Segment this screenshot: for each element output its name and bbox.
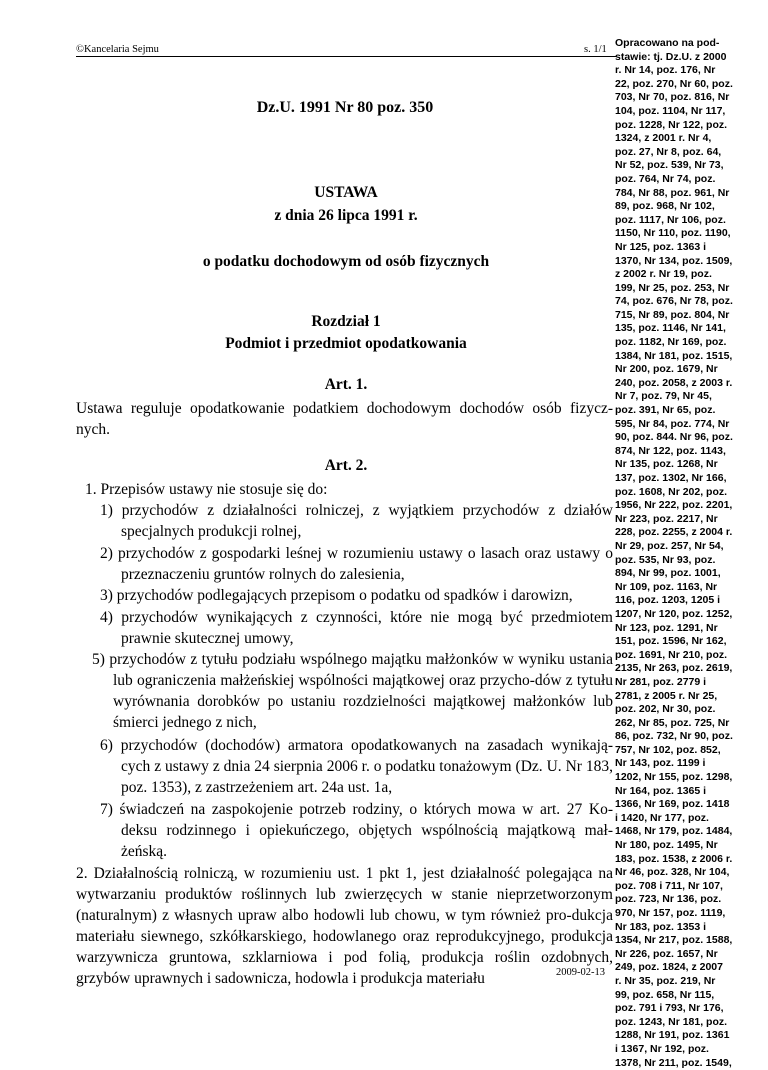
list-item: 5) przychodów z tytułu podziału wspólnego majątku małżonków w wyniku ustania lub ograniczenia małżeńskiej wspólności majątkowej oraz przycho-dów z tytułu wyrównania dorobków po ustaniu rozdzielności majątkowej małżonków lub śmierci jednego z nich, [92,651,613,731]
article-2-heading: Art. 2. [324,457,368,474]
chapter-title: Podmiot i przedmiot opodatkowania [225,335,467,352]
page-number: s. 1/1 [584,44,607,55]
article-1-text: Ustawa reguluje opodatkowanie podatkiem dochodowym dochodów osób fizycz-nych. [76,400,613,438]
act-type: USTAWA [314,184,378,201]
article-2-paragraph-2: 2. Działalnością rolniczą, w rozumieniu ust. 1 pkt 1, jest działalność polegająca na wytwarzaniu produktów roślinnych lub zwierzęcych w stanie nieprzetworzonym (naturalnym) z własnych upraw albo hodowli lub chowu, w tym również pro-dukcja materiału siewnego, szkółkarskiego, hodowlanego oraz reprodukcyjnego, produkcja warzywnicza gruntowa, szklarniowa i pod folią, produkcja roślin ozdobnych, grzybów uprawnych i sadownicza, hodowla i produkcja materiału [76,865,613,987]
list-item: 7) świadczeń na zaspokojenie potrzeb rodziny, o których mowa w art. 27 Ko-deksu rodzinnego i opiekuńczego, objętych wspólnością majątkową mał-żeńską. [100,801,613,860]
article-1-heading: Art. 1. [324,376,368,393]
list-item: 6) przychodów (dochodów) armatora opodatkowanych na zasadach wynikają-cych z ustawy z dnia 24 sierpnia 2006 r. o podatku tonażowym (Dz. U. Nr 183, poz. 1353), z zastrzeżeniem art. 24a ust. 1a, [100,737,613,796]
list-item: 4) przychodów wynikających z czynności, które nie mogą być przedmiotem prawnie skutecznej umowy, [100,609,613,647]
list-item: 2) przychodów z gospodarki leśnej w rozumieniu ustawy o lasach oraz ustawy o przeznaczeniu gruntów rolnych do zalesienia, [100,545,613,583]
footer-date: 2009-02-13 [556,967,605,978]
document-reference: Dz.U. 1991 Nr 80 poz. 350 [256,99,434,116]
chapter-number: Rozdział 1 [311,313,381,330]
article-2-paragraph-1: 1. Przepisów ustawy nie stosuje się do: [85,481,328,498]
list-item: 3) przychodów podlegających przepisom o podatku od spadków i darowizn, [100,587,573,604]
source-note: Opracowano na pod- stawie: tj. Dz.U. z 2000 r. Nr 14, poz. 176, Nr 22, poz. 270, Nr 60, poz. 703, Nr 70, poz. 816, Nr 104, poz. 1104, Nr 117, poz. 1228, Nr 122, poz. 1324, z 2001 r. Nr 4, poz. 27, Nr 8, poz. 64, Nr 52, poz. 539, Nr 73, poz. 764, Nr 74, poz. 784, Nr 88, poz. 961, Nr 89, poz. 968, Nr 102, poz. 1117, Nr 106, poz. 1150, Nr 110, poz. 1190, Nr 125, poz. 1363 i 1370, Nr 134, poz. 1509, z 2002 r. Nr 19, poz. 199, Nr 25, poz. 253, Nr 74, poz. 676, Nr 78, poz. 715, Nr 89, poz. 804, Nr 135, poz. 1146, Nr 141, poz. 1182, Nr 169, poz. 1384, Nr 181, poz. 1515, Nr 200, poz. 1679, Nr 240, poz. 2058, z 2003 r. Nr 7, poz. 79, Nr 45, poz. 391, Nr 65, poz. 595, Nr 84, poz. 774, Nr 90, poz. 844. Nr 96, poz. 874, Nr 122, poz. 1143, Nr 135, poz. 1268, Nr 137, poz. 1302, Nr 166, poz. 1608, Nr 202, poz. 1956, Nr 222, poz. 2201, Nr 223, poz. 2217, Nr 228, poz. 2255, z 2004 r. Nr 29, poz. 257, Nr 54, poz. 535, Nr 93, poz. 894, Nr 99, poz. 1001, Nr 109, poz. 1163, Nr 116, poz. 1203, 1205 i 1207, Nr 120, poz. 1252, Nr 123, poz. 1291, Nr 151, poz. 1596, Nr 162, poz. 1691, Nr 210, poz. 2135, Nr 263, poz. 2619, Nr 281, poz. 2779 i 2781, z 2005 r. Nr 25, poz. 202, Nr 30, poz. 262, Nr 85, poz. 725, Nr 86, poz. 732, Nr 90, poz. 757, Nr 102, poz. 852, Nr 143, poz. 1199 i 1202, Nr 155, poz. 1298, Nr 164, poz. 1365 i 1366, Nr 169, poz. 1418 i 1420, Nr 177, poz. 1468, Nr 179, poz. 1484, Nr 180, poz. 1495, Nr 183, poz. 1538, z 2006 r. Nr 46, poz. 328, Nr 104, poz. 708 i 711, Nr 107, poz. 723, Nr 136, poz. 970, Nr 157, poz. 1119, Nr 183, poz. 1353 i 1354, Nr 217, poz. 1588, Nr 226, poz. 1657, Nr 249, poz. 1824, z 2007 r. Nr 35, poz. 219, Nr 99, poz. 658, Nr 115, poz. 791 i 793, Nr 176, poz. 1243, Nr 181, poz. 1288, Nr 191, poz. 1361 i 1367, Nr 192, poz. 1378, Nr 211, poz. 1549, [615,37,733,1069]
act-subject: o podatku dochodowym od osób fizycznych [202,253,490,270]
header-copyright: ©Kancelaria Sejmu [76,44,159,55]
list-item: 1) przychodów z działalności rolniczej, z wyjątkiem przychodów z działów specjalnych produkcji rolnej, [100,502,613,540]
act-date: z dnia 26 lipca 1991 r. [274,207,418,224]
header-rule [76,56,616,57]
